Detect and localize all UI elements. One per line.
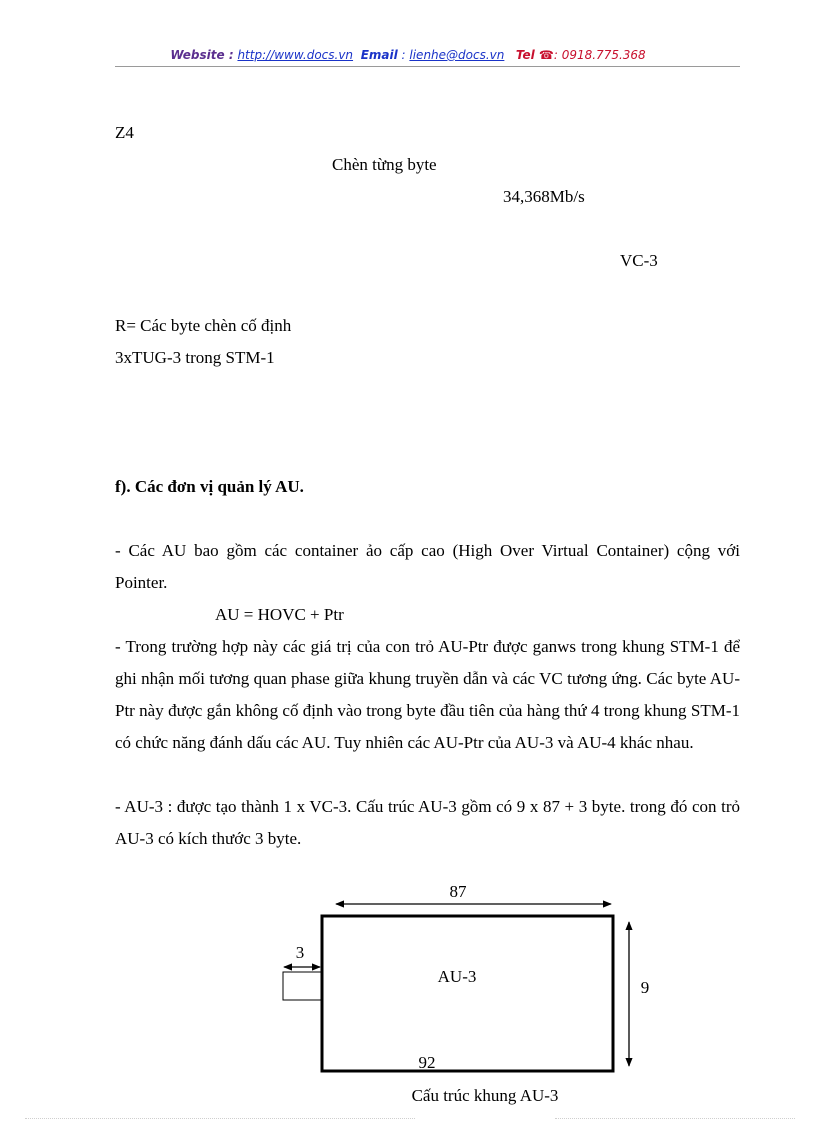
footer-rule-left (25, 1118, 415, 1119)
fragment-tug3: 3xTUG-3 trong STM-1 (115, 348, 275, 367)
width-label: 87 (449, 882, 467, 901)
pointer-box (283, 972, 322, 1000)
paragraph-au-definition: - Các AU bao gồm các container ảo cấp cao (High Over Virtual Container) cộng với Pointer. (115, 541, 740, 592)
website-link[interactable]: http://www.docs.vn (237, 48, 354, 62)
fragment-vc3: VC-3 (620, 251, 658, 270)
paragraph-au3: - AU-3 : được tạo thành 1 x VC-3. Cấu trúc AU-3 gồm có 9 x 87 + 3 byte. trong đó con trỏ AU-3 có kích thước 3 byte. (115, 797, 740, 848)
height-label: 9 (640, 978, 650, 997)
paragraph-au-pointer: - Trong trường hợp này các giá trị của con trỏ AU-Ptr được ganws trong khung STM-1 để ghi nhận mối tương quan phase giữa khung truyền dẫn và các VC tương ứng. Các byte AU- Ptr này được gắn không cố định vào trong byte đầu tiên của hàng thứ 4 trong khung STM-1 có chức năng đánh dấu các AU. Tuy nhiên các AU-Ptr của AU-3 và AU-4 khác nhau. (115, 637, 740, 752)
fragment-r-fixed: R= Các byte chèn cố định (115, 316, 292, 335)
website-label: Website : (170, 48, 234, 62)
email-link[interactable]: lienhe@docs.vn (409, 48, 505, 62)
figure-caption: Cấu trúc khung AU-3 (411, 1086, 559, 1105)
au3-main-box (322, 916, 613, 1071)
fragment-insert-byte: Chèn từng byte (332, 155, 437, 174)
footer-rule-right (555, 1118, 795, 1119)
bottom-label: 92 (418, 1053, 436, 1072)
formula: AU = HOVC + Ptr (215, 605, 344, 624)
tel-label: Tel ☎ (515, 48, 554, 62)
fragment-rate: 34,368Mb/s (503, 187, 585, 206)
section-heading: f). Các đơn vị quản lý AU. (115, 477, 304, 496)
tel-value: : 0918.775.368 (553, 48, 646, 62)
box-label: AU-3 (437, 967, 477, 986)
fragment-z4: Z4 (115, 123, 134, 142)
pointer-label: 3 (295, 943, 305, 962)
email-label: Email (360, 48, 398, 62)
email-sep: : (397, 48, 410, 62)
